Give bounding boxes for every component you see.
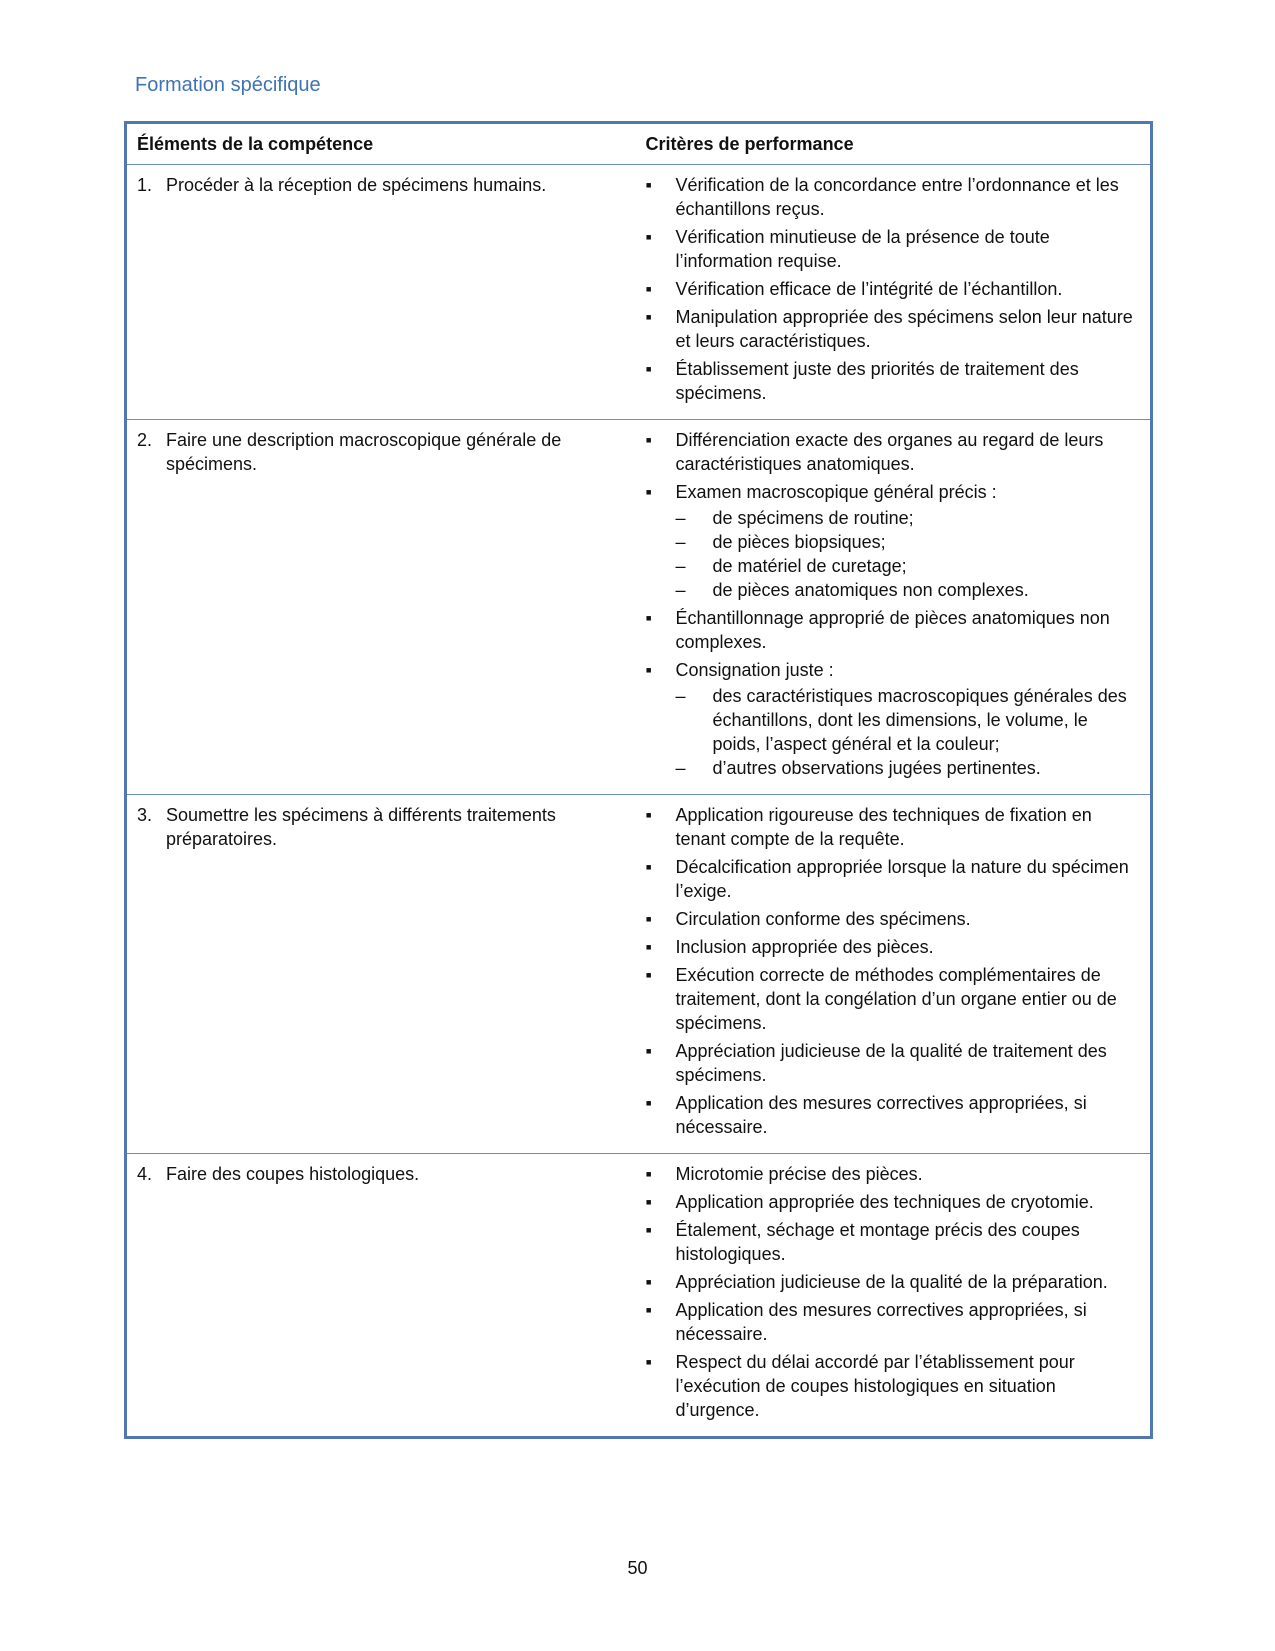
table-row — [126, 165, 1152, 420]
criterion-item — [646, 1091, 1141, 1139]
criterion-text: Appréciation judicieuse de la qualité de la préparation. — [675, 1272, 1108, 1292]
page-number: 50 — [627, 1558, 648, 1578]
criterion-item — [646, 357, 1141, 405]
criterion-text: Établissement juste des priorités de traitement des spécimens. — [675, 359, 1079, 403]
criterion-item — [646, 855, 1141, 903]
criterion-item — [646, 1190, 1141, 1214]
column-header-elements: Éléments de la compétence — [126, 123, 636, 165]
criterion-text: Application des mesures correctives appropriées, si nécessaire. — [675, 1300, 1087, 1344]
competency-element — [137, 803, 626, 851]
section-title: Formation spécifique — [135, 74, 321, 96]
criterion-text: Consignation juste : — [675, 660, 834, 680]
criterion-item — [646, 803, 1141, 851]
criterion-text: Microtomie précise des pièces. — [675, 1164, 923, 1184]
criterion-item — [646, 225, 1141, 273]
criterion-item — [646, 1039, 1141, 1087]
criterion-subitem: – d’autres observations jugées pertinentes. — [676, 756, 1141, 780]
criteria-cell — [636, 1154, 1152, 1438]
criterion-text: Échantillonnage approprié de pièces anatomiques non complexes. — [675, 608, 1110, 652]
criterion-text: Respect du délai accordé par l’établissement pour l’exécution de coupes histologiques en situation d’urgence. — [675, 1352, 1075, 1420]
criterion-text: Application des mesures correctives appropriées, si nécessaire. — [675, 1093, 1087, 1137]
criterion-subitem: – de matériel de curetage; — [676, 554, 1141, 578]
criterion-text: Décalcification appropriée lorsque la nature du spécimen l’exige. — [675, 857, 1129, 901]
criterion-item — [646, 428, 1141, 476]
criteria-cell — [636, 795, 1152, 1154]
criterion-text: Manipulation appropriée des spécimens selon leur nature et leurs caractéristiques. — [675, 307, 1133, 351]
criterion-subitem: – de spécimens de routine; — [676, 506, 1141, 530]
criterion-item — [646, 658, 1141, 780]
criteria-list — [646, 173, 1141, 405]
criterion-item — [646, 606, 1141, 654]
criterion-item — [646, 1218, 1141, 1266]
criteria-list — [646, 428, 1141, 780]
criterion-text: Vérification de la concordance entre l’ordonnance et les échantillons reçus. — [675, 175, 1119, 219]
competency-element — [137, 173, 626, 197]
criterion-item — [646, 277, 1141, 301]
table-header-row — [126, 123, 1152, 165]
table-row — [126, 420, 1152, 795]
criterion-text: Vérification minutieuse de la présence de toute l’information requise. — [675, 227, 1050, 271]
criterion-subitem: – de pièces anatomiques non complexes. — [676, 578, 1141, 602]
criterion-item — [646, 1270, 1141, 1294]
criterion-item — [646, 1350, 1141, 1422]
table-body — [126, 165, 1152, 1438]
criterion-item — [646, 480, 1141, 602]
criterion-sublist — [676, 684, 1141, 780]
criterion-subitem: – de pièces biopsiques; — [676, 530, 1141, 554]
element-cell — [126, 165, 636, 420]
element-number: 3. — [137, 805, 153, 825]
criterion-text: Exécution correcte de méthodes complémentaires de traitement, dont la congélation d’un organe entier ou de spécimens. — [675, 965, 1117, 1033]
competency-table — [124, 121, 1153, 1439]
element-number: 2. — [137, 430, 153, 450]
element-number: 1. — [137, 175, 153, 195]
criterion-item — [646, 907, 1141, 931]
criterion-text: Examen macroscopique général précis : — [675, 482, 997, 502]
criterion-text: Inclusion appropriée des pièces. — [675, 937, 934, 957]
criteria-list — [646, 1162, 1141, 1422]
table-row — [126, 1154, 1152, 1438]
criterion-text: Application appropriée des techniques de cryotomie. — [675, 1192, 1094, 1212]
criterion-text: Appréciation judicieuse de la qualité de traitement des spécimens. — [675, 1041, 1107, 1085]
criterion-text: Étalement, séchage et montage précis des coupes histologiques. — [675, 1220, 1080, 1264]
criterion-item — [646, 963, 1141, 1035]
criterion-text: Différenciation exacte des organes au regard de leurs caractéristiques anatomiques. — [675, 430, 1104, 474]
criterion-item — [646, 1162, 1141, 1186]
competency-element — [137, 1162, 626, 1186]
criterion-item — [646, 935, 1141, 959]
criterion-item — [646, 305, 1141, 353]
element-cell — [126, 1154, 636, 1438]
criterion-sublist — [676, 506, 1141, 602]
criterion-text: Application rigoureuse des techniques de fixation en tenant compte de la requête. — [675, 805, 1092, 849]
element-text: Faire des coupes histologiques. — [166, 1164, 420, 1184]
criterion-text: Circulation conforme des spécimens. — [675, 909, 971, 929]
column-header-criteria: Critères de performance — [636, 123, 1152, 165]
criteria-list — [646, 803, 1141, 1139]
table-row — [126, 795, 1152, 1154]
criterion-text: Vérification efficace de l’intégrité de l’échantillon. — [675, 279, 1063, 299]
element-cell — [126, 420, 636, 795]
criterion-item — [646, 173, 1141, 221]
element-number: 4. — [137, 1164, 153, 1184]
criteria-cell — [636, 165, 1152, 420]
criteria-cell — [636, 420, 1152, 795]
criterion-item — [646, 1298, 1141, 1346]
element-text: Soumettre les spécimens à différents traitements préparatoires. — [166, 805, 556, 849]
competency-element — [137, 428, 626, 476]
element-text: Procéder à la réception de spécimens humains. — [166, 175, 547, 195]
element-cell — [126, 795, 636, 1154]
criterion-subitem: – des caractéristiques macroscopiques générales des échantillons, dont les dimensions, le volume, le poids, l’aspect général et la couleur; — [676, 684, 1141, 756]
element-text: Faire une description macroscopique générale de spécimens. — [166, 430, 562, 474]
